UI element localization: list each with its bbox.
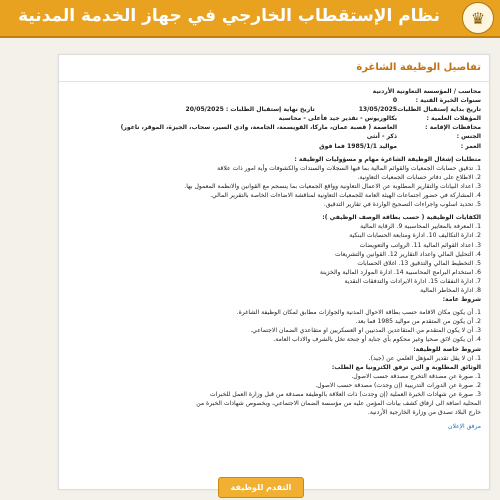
end-date-label: تاريخ نهاية إستقبال الطلبات : [225,106,315,114]
field-label: سنوات الخبرة الفنية : [415,97,481,105]
competency-item: 7. ادارة النفقات 15. ادارة الايرادات والتدفقات النقدية [344,277,481,285]
field-gender [67,132,481,141]
field-experience [67,96,481,105]
document-item: 1. صورة عن مصدقة التخرج مصدقة حسب الاصول. [351,372,481,380]
field-value: 13/05/2025 [358,106,398,114]
job-org: محاسب / المؤسسة التعاونية الأردنية [372,88,481,95]
duty-item: 1. تدقيق حسابات الجمعيات والقوائم المالية بما فيها السجلات والسندات والكشوفات وأية امور ذات علاقة [217,164,481,172]
field-label: تاريخ بداية إستقبال الطلبات : [392,106,481,114]
app-title: نظام الإستقطاب الخارجي في جهاز الخدمة المدنية [18,6,440,26]
competency-item: 3. اعداد القوائم المالية 11. الرواتب والتعويضات [359,241,481,249]
app-header [0,0,500,38]
competency-item: 8. ادارة المخاطر المالية [420,286,481,294]
field-qualification [67,114,481,123]
field-age [67,142,481,151]
card-title: تفاصيل الوظيفة الشاغرة [59,55,489,82]
announcement-attachment-link[interactable]: مرفق الإعلان [448,423,481,431]
competency-item: 6. استخدام البرامج المحاسبية 14. ادارة الموارد المالية والخزينة [319,268,481,276]
competency-item: 1. المعرفة بالمعايير المحاسبية 9. الرقابة المالية [360,223,481,231]
card-body [59,82,489,431]
apply-job-button[interactable]: التقدم للوظيفة [218,477,304,498]
job-details-card [58,54,490,490]
competencies-title: الكفايات الوظيفية ( حسب بطاقة الوصف الوظيفي ): [322,214,481,222]
document-item: 3. صورة عن شهادات الخبرة العملية (إن وجدت) ذات العلاقة بالوظيفة مصدقة من قبل وزارة العمل للخبرات [209,391,481,398]
general-condition-item: 3. أن لا يكون المتقدم من المتقاعدين المدنيين او العسكريين او متقاعدي الضمان الاجتماعي. [250,327,481,335]
field-label: محافظات الإقامة : [425,124,481,132]
documents-title: الوثائق المطلوبة و التي ترفق الكترونيا مع الطلب: [331,363,481,371]
general-condition-item: 2. أن يكون من المتقدم من مواليد 1985 فما بعد. [355,318,481,326]
field-label: المؤهلات العلمية : [426,115,481,123]
duty-item: 2. الاطلاع على دفاتر حسابات الجمعيات التعاونية. [357,173,481,181]
field-value: ذكر - أنثى [366,133,398,141]
duty-item: 3. اعداد البيانات والتقارير المطلوبة عن الاعمال التعاونية وواقع الجمعيات بما ينسجم مع القوانين والانظمة المعمول بها. [184,182,481,190]
field-value: 0 [392,97,398,105]
field-value: بكالوريوس - تقدير جيد فأعلى - محاسبة [278,115,398,123]
jordan-emblem-icon: ♛ [462,2,494,34]
general-conditions-title: شروط عامة: [442,296,481,304]
field-label: الجنس : [456,133,481,141]
document-item: 2. صورة عن الدورات التدريبية (إن وجدت) مصدقة حسب الاصول. [315,381,481,389]
field-label: العمر : [460,142,481,150]
general-condition-item: 4. أن يكون لائق صحيا وغير محكوم بأي جناية أو جنحة تخل بالشرف والاداب العامة. [273,336,481,344]
field-value: العاصمة ( قصبة عمان، ماركا، القويسمة، الجامعة، وادي السير، سحاب، الجيزة، الموقر، ناعور) [120,124,398,132]
special-condition-item: 1. ان لا يقل تقدير المؤهل العلمي عن (جيد). [368,354,481,362]
special-conditions-title: شروط خاصة للوظيفة: [413,345,481,353]
competency-item: 2. ادارة التكاليف 10. ادارة ومتابعة الحسابات البنكية [349,232,481,240]
competency-item: 5. التخطيط المالي والتدقيق 13. اغلاق الحسابات [357,259,481,267]
field-residence [67,123,481,132]
end-date-value: 20/05/2025 [185,106,224,114]
field-dates [67,105,481,114]
duty-item: 4. المشاركة في حضور اجتماعات الهيئة العامة للجمعيات التعاونية لمناقشة الاضاءات الخاصة بالتقرير المالي. [210,192,481,200]
duty-item: 5. تحديد اسلوب واجراءات التصحيح الواردة في تقارير التدقيق. [323,201,481,209]
competency-item: 4. التحليل المالي واعداد التقارير 12. القوانين والتشريعات [335,250,481,258]
general-condition-item: 1. أن يكون مكان الاقامة حسب بطاقة الاحوال المدنية والجوازات مطابق لمكان الوظيفة الشاغرة. [236,309,481,317]
field-value: مواليد 1985/1/1 فما فوق [319,142,398,150]
duties-title: متطلبات إشغال الوظيفة الشاغرة مهام و مسؤوليات الوظيفة : [294,155,481,163]
document-item: المحلية اضافة الى ارفاق كشف بيانات المؤمن عليه من مؤسسة الضمان الاجتماعي، وبخصوص شهادات الخبرة من [196,400,481,408]
document-item: خارج البلاد تصدق من وزارة الخارجية الأردنية. [367,409,481,417]
